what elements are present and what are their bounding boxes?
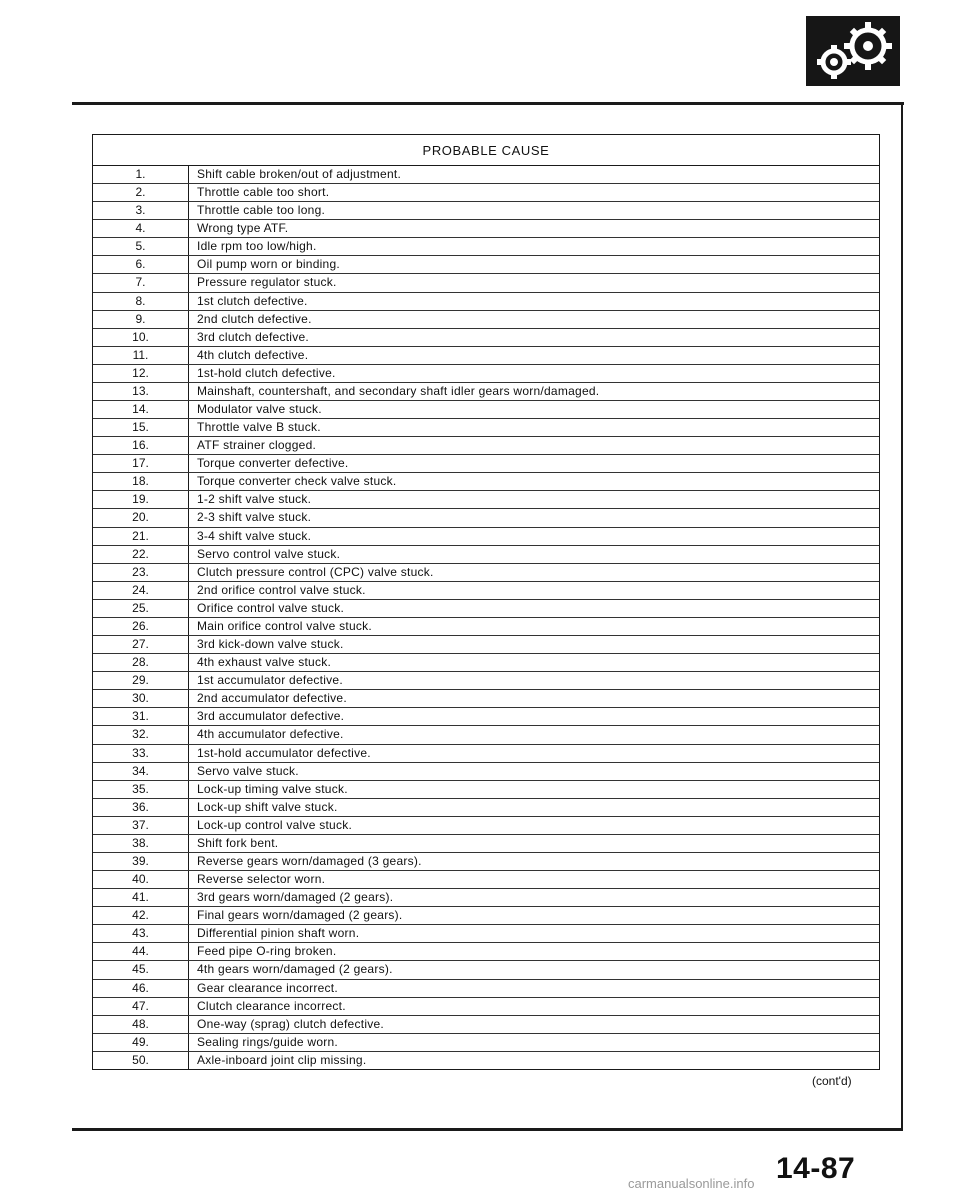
- continued-note: (cont'd): [812, 1074, 852, 1088]
- row-number: 3.: [93, 202, 189, 219]
- row-cause: 3rd accumulator defective.: [197, 709, 345, 724]
- table-row: [93, 636, 879, 654]
- row-cause: 2nd accumulator defective.: [197, 691, 347, 706]
- table-row: [93, 600, 879, 618]
- table-row: [93, 672, 879, 690]
- right-frame-rule: [901, 102, 903, 1130]
- row-number: 23.: [93, 564, 189, 581]
- table-row: [93, 889, 879, 907]
- row-number: 27.: [93, 636, 189, 653]
- gears-icon: [806, 16, 900, 86]
- row-number: 44.: [93, 943, 189, 960]
- row-cause: Wrong type ATF.: [197, 221, 289, 236]
- row-number: 16.: [93, 437, 189, 454]
- row-number: 24.: [93, 582, 189, 599]
- row-number: 10.: [93, 329, 189, 346]
- table-row: [93, 781, 879, 799]
- table-row: [93, 293, 879, 311]
- table-row: [93, 564, 879, 582]
- row-number: 12.: [93, 365, 189, 382]
- table-row: [93, 166, 879, 184]
- row-number: 30.: [93, 690, 189, 707]
- row-number: 47.: [93, 998, 189, 1015]
- row-number: 20.: [93, 509, 189, 526]
- row-number: 40.: [93, 871, 189, 888]
- row-cause: Axle-inboard joint clip missing.: [197, 1052, 367, 1067]
- table-row: [93, 329, 879, 347]
- table-row: [93, 618, 879, 636]
- row-number: 29.: [93, 672, 189, 689]
- row-number: 28.: [93, 654, 189, 671]
- row-cause: Clutch pressure control (CPC) valve stuck.: [197, 564, 434, 579]
- table-row: [93, 455, 879, 473]
- row-cause: 4th gears worn/damaged (2 gears).: [197, 962, 393, 977]
- row-cause: Differential pinion shaft worn.: [197, 926, 360, 941]
- row-cause: 3rd kick-down valve stuck.: [197, 637, 344, 652]
- row-cause: 2nd clutch defective.: [197, 311, 312, 326]
- row-number: 22.: [93, 546, 189, 563]
- row-number: 17.: [93, 455, 189, 472]
- row-cause: Torque converter check valve stuck.: [197, 474, 397, 489]
- row-number: 49.: [93, 1034, 189, 1051]
- row-cause: Reverse selector worn.: [197, 872, 326, 887]
- table-row: [93, 907, 879, 925]
- row-number: 4.: [93, 220, 189, 237]
- row-number: 50.: [93, 1052, 189, 1070]
- table-row: [93, 509, 879, 527]
- row-cause: 2nd orifice control valve stuck.: [197, 582, 366, 597]
- table-row: [93, 1034, 879, 1052]
- row-number: 8.: [93, 293, 189, 310]
- table-row: [93, 256, 879, 274]
- row-cause: Lock-up timing valve stuck.: [197, 781, 348, 796]
- row-cause: 1st-hold accumulator defective.: [197, 745, 371, 760]
- row-number: 35.: [93, 781, 189, 798]
- table-row: [93, 763, 879, 781]
- table-row: [93, 365, 879, 383]
- row-cause: Sealing rings/guide worn.: [197, 1034, 338, 1049]
- table-row: [93, 871, 879, 889]
- table-body: [93, 166, 879, 1070]
- table-row: [93, 274, 879, 292]
- row-cause: Lock-up shift valve stuck.: [197, 799, 338, 814]
- row-cause: Main orifice control valve stuck.: [197, 618, 372, 633]
- table-row: [93, 184, 879, 202]
- table-row: [93, 347, 879, 365]
- probable-cause-table: [92, 134, 880, 1070]
- row-number: 42.: [93, 907, 189, 924]
- table-row: [93, 799, 879, 817]
- table-row: [93, 961, 879, 979]
- row-cause: Throttle cable too short.: [197, 185, 330, 200]
- row-number: 1.: [93, 166, 189, 183]
- row-number: 9.: [93, 311, 189, 328]
- row-cause: 4th clutch defective.: [197, 347, 309, 362]
- table-row: [93, 238, 879, 256]
- row-cause: Throttle valve B stuck.: [197, 420, 321, 435]
- bottom-rule: [72, 1128, 903, 1131]
- row-cause: 4th accumulator defective.: [197, 727, 344, 742]
- table-row: [93, 311, 879, 329]
- row-cause: Servo control valve stuck.: [197, 546, 341, 561]
- row-number: 5.: [93, 238, 189, 255]
- row-number: 48.: [93, 1016, 189, 1033]
- table-row: [93, 998, 879, 1016]
- table-row: [93, 817, 879, 835]
- row-cause: Feed pipe O-ring broken.: [197, 944, 337, 959]
- page-number: 14-87: [776, 1152, 856, 1185]
- table-row: [93, 582, 879, 600]
- row-cause: Shift fork bent.: [197, 835, 279, 850]
- row-number: 36.: [93, 799, 189, 816]
- row-cause: 1st-hold clutch defective.: [197, 365, 336, 380]
- row-number: 46.: [93, 980, 189, 997]
- row-cause: Final gears worn/damaged (2 gears).: [197, 908, 403, 923]
- row-cause: Idle rpm too low/high.: [197, 239, 317, 254]
- row-cause: 3-4 shift valve stuck.: [197, 528, 312, 543]
- row-cause: Orifice control valve stuck.: [197, 600, 345, 615]
- row-cause: Lock-up control valve stuck.: [197, 817, 353, 832]
- row-number: 34.: [93, 763, 189, 780]
- table-row: [93, 473, 879, 491]
- row-number: 7.: [93, 274, 189, 291]
- table-row: [93, 853, 879, 871]
- table-row: [93, 383, 879, 401]
- row-cause: Modulator valve stuck.: [197, 402, 322, 417]
- table-row: [93, 925, 879, 943]
- table-row: [93, 202, 879, 220]
- table-row: [93, 437, 879, 455]
- row-number: 31.: [93, 708, 189, 725]
- table-row: [93, 690, 879, 708]
- row-number: 33.: [93, 745, 189, 762]
- row-number: 21.: [93, 528, 189, 545]
- row-cause: Shift cable broken/out of adjustment.: [197, 167, 402, 181]
- row-number: 45.: [93, 961, 189, 978]
- row-cause: 2-3 shift valve stuck.: [197, 510, 312, 525]
- row-number: 26.: [93, 618, 189, 635]
- row-cause: Torque converter defective.: [197, 456, 349, 471]
- table-row: [93, 943, 879, 961]
- row-number: 2.: [93, 184, 189, 201]
- table-row: [93, 546, 879, 564]
- row-cause: 1st clutch defective.: [197, 293, 308, 308]
- row-cause: ATF strainer clogged.: [197, 438, 317, 453]
- row-number: 38.: [93, 835, 189, 852]
- table-row: [93, 419, 879, 437]
- row-number: 18.: [93, 473, 189, 490]
- row-cause: Mainshaft, countershaft, and secondary shaft idler gears worn/damaged.: [197, 383, 600, 398]
- row-number: 37.: [93, 817, 189, 834]
- row-cause: Clutch clearance incorrect.: [197, 998, 346, 1013]
- table-row: [93, 528, 879, 546]
- top-rule: [72, 102, 904, 105]
- row-number: 13.: [93, 383, 189, 400]
- row-number: 19.: [93, 491, 189, 508]
- watermark: carmanualsonline.info: [628, 1176, 755, 1191]
- row-number: 15.: [93, 419, 189, 436]
- row-cause: 4th exhaust valve stuck.: [197, 655, 332, 670]
- row-number: 25.: [93, 600, 189, 617]
- row-number: 41.: [93, 889, 189, 906]
- row-cause: Throttle cable too long.: [197, 203, 326, 218]
- row-cause: 3rd gears worn/damaged (2 gears).: [197, 890, 394, 905]
- table-row: [93, 220, 879, 238]
- row-cause: Pressure regulator stuck.: [197, 275, 337, 290]
- table-row: [93, 726, 879, 744]
- table-row: [93, 980, 879, 998]
- row-cause: 1st accumulator defective.: [197, 673, 343, 688]
- table-row: [93, 745, 879, 763]
- table-row: [93, 654, 879, 672]
- table-row: [93, 401, 879, 419]
- table-row: [93, 835, 879, 853]
- table-row: [93, 491, 879, 509]
- row-number: 6.: [93, 256, 189, 273]
- row-cause: 1-2 shift valve stuck.: [197, 492, 312, 507]
- row-number: 11.: [93, 347, 189, 364]
- row-cause: Oil pump worn or binding.: [197, 257, 340, 272]
- table-row: [93, 708, 879, 726]
- row-cause: 3rd clutch defective.: [197, 329, 309, 344]
- row-number: 39.: [93, 853, 189, 870]
- table-row: [93, 1016, 879, 1034]
- table-row: [93, 1052, 879, 1070]
- table-header: PROBABLE CAUSE: [93, 135, 879, 166]
- row-number: 32.: [93, 726, 189, 743]
- row-cause: Reverse gears worn/damaged (3 gears).: [197, 853, 422, 868]
- row-cause: Servo valve stuck.: [197, 763, 299, 778]
- row-cause: Gear clearance incorrect.: [197, 980, 338, 995]
- row-number: 43.: [93, 925, 189, 942]
- row-cause: One-way (sprag) clutch defective.: [197, 1016, 384, 1031]
- row-number: 14.: [93, 401, 189, 418]
